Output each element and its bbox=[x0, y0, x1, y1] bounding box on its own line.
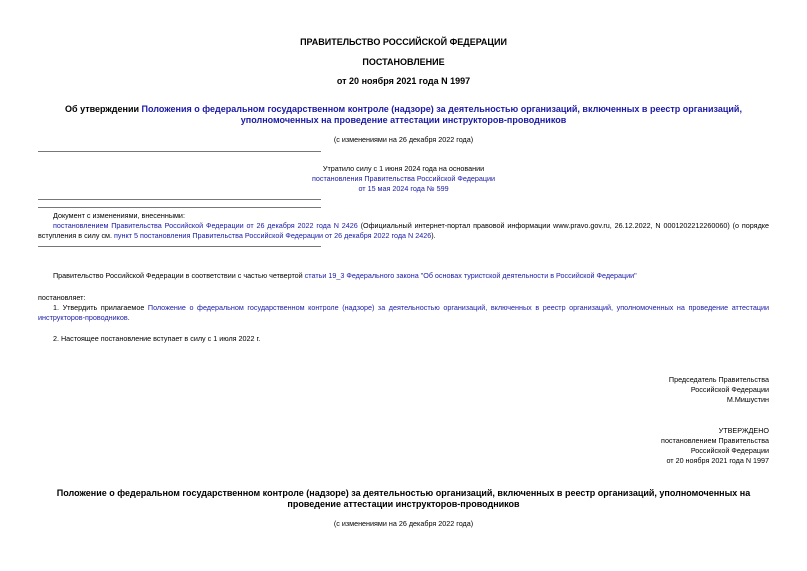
item-1-text: 1. Утвердить прилагаемое bbox=[53, 303, 148, 312]
amending-decree-link[interactable]: постановлением Правительства Российской Федерации от 26 декабря 2022 года N 2426 bbox=[53, 221, 358, 230]
document-type: ПОСТАНОВЛЕНИЕ bbox=[362, 57, 445, 67]
preamble bbox=[38, 271, 769, 281]
document-date-number: от 20 ноября 2021 года N 1997 bbox=[336, 76, 471, 86]
divider bbox=[38, 207, 321, 208]
signature-name: М.Мишустин bbox=[726, 395, 769, 404]
approved-block bbox=[661, 426, 769, 466]
approved-country: Российской Федерации bbox=[690, 446, 769, 455]
changes-text-end: ). bbox=[431, 231, 436, 240]
approved-date: от 20 ноября 2021 года N 1997 bbox=[666, 456, 769, 465]
approved-by: постановлением Правительства bbox=[661, 436, 769, 445]
item-2: 2. Настоящее постановление вступает в силу с 1 июля 2022 г. bbox=[53, 334, 261, 343]
changes-list bbox=[38, 221, 769, 241]
expired-decree-link[interactable]: постановления Правительства Российской Федерации bbox=[311, 174, 496, 183]
item-1 bbox=[38, 303, 769, 323]
item-1-end: . bbox=[127, 313, 130, 322]
changes-text: (Официальный интернет-портал правовой информации www.pravo.gov.ru, 26.12.2022, N 0001202212260060) (о порядке вступления в силу см. bbox=[38, 221, 769, 240]
divider bbox=[38, 151, 321, 152]
section-revision-note: (с изменениями на 26 декабря 2022 года) bbox=[333, 519, 474, 528]
signature-block bbox=[669, 375, 769, 405]
government-name: ПРАВИТЕЛЬСТВО РОССИЙСКОЙ ФЕДЕРАЦИИ bbox=[300, 37, 507, 47]
title-prefix: Об утверждении bbox=[65, 104, 142, 114]
signature-position: Председатель Правительства bbox=[668, 375, 769, 384]
expired-decree-date-link[interactable]: от 15 мая 2024 года № 599 bbox=[358, 184, 449, 193]
federal-law-link[interactable]: статьи 19_3 Федерального закона "Об основах туристской деятельности в Российской Федерации" bbox=[304, 271, 637, 280]
changes-intro: Документ с изменениями, внесенными: bbox=[53, 211, 185, 220]
expired-link-line2 bbox=[0, 184, 807, 193]
expired-link-line1 bbox=[0, 174, 807, 183]
resolves-label: постановляет: bbox=[38, 293, 86, 302]
title-link[interactable]: Положения о федеральном государственном контроле (надзоре) за деятельностью организаций, включенных в реестр организаций, уполномоченных на проведение аттестации инструкторов-проводников bbox=[141, 104, 742, 125]
revision-note: (с изменениями на 26 декабря 2022 года) bbox=[333, 135, 474, 144]
entry-into-force-link[interactable]: пункт 5 постановления Правительства Российской Федерации от 26 декабря 2022 года N 2426 bbox=[114, 231, 432, 240]
section-title: Положение о федеральном государственном контроле (надзоре) за деятельностью организаций, включенных в реестр организаций, уполномоченных на проведение аттестации инструкторов-проводников bbox=[56, 488, 751, 509]
approved-label: УТВЕРЖДЕНО bbox=[718, 426, 769, 435]
preamble-text: Правительство Российской Федерации в соответствии с частью четвертой bbox=[53, 271, 305, 280]
divider bbox=[38, 246, 321, 247]
document-title bbox=[60, 104, 747, 126]
divider bbox=[38, 199, 321, 200]
regulation-link[interactable]: Положение о федеральном государственном контроле (надзоре) за деятельностью организаций, включенных в реестр организаций, уполномоченных на проведение аттестации инструкторов-проводников bbox=[38, 303, 769, 322]
expired-notice: Утратило силу с 1 июня 2024 года на основании bbox=[322, 164, 485, 173]
signature-country: Российской Федерации bbox=[690, 385, 769, 394]
